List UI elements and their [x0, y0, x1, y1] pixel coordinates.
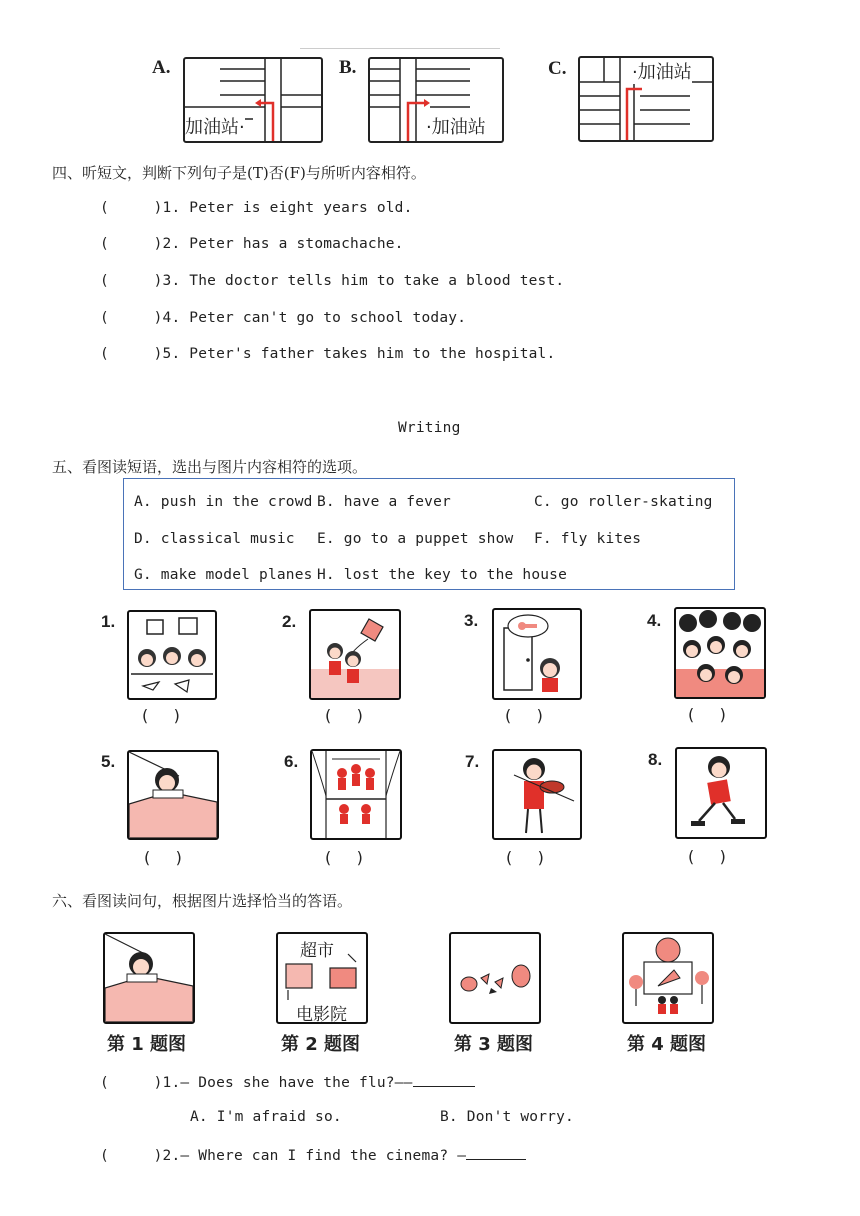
pic-number-4: 4. — [647, 611, 662, 630]
s4-item-5: ( )5. Peter's father takes him to the hospital. — [100, 346, 556, 362]
section5-heading: 五、看图读短语，选出与图片内容相符的选项。 — [52, 458, 368, 476]
section6-heading: 六、看图读问句，根据图片选择恰当的答语。 — [52, 892, 353, 910]
answer-bracket-5[interactable]: ( ) — [144, 848, 182, 867]
s6-question-2-text: ( )2.— Where can I find the cinema? — — [100, 1148, 467, 1164]
supermarket-label: 超市 — [300, 941, 334, 961]
lost-key-icon — [494, 610, 580, 698]
pic-2-fly-kites — [309, 609, 401, 700]
pic-1-model-planes — [127, 610, 217, 700]
crowd-icon — [676, 609, 764, 697]
answer-bracket-7[interactable]: ( ) — [506, 848, 544, 867]
pic-6-puppet-show — [310, 749, 402, 840]
pic-number-7: 7. — [465, 752, 480, 771]
option-g: G. make model planes — [134, 567, 313, 583]
s6-answer-blank-1[interactable] — [413, 1072, 475, 1087]
s6-pic-2 — [276, 932, 368, 1024]
violin-player-icon — [494, 751, 580, 838]
s6-answer-blank-2[interactable] — [466, 1145, 526, 1160]
roller-skater-icon — [677, 749, 765, 837]
map-b-letter: B. — [339, 57, 357, 78]
s4-item-2: ( )2. Peter has a stomachache. — [100, 236, 404, 252]
option-d: D. classical music — [134, 531, 295, 547]
map-c-station-label: ·加油站 — [632, 58, 692, 84]
pic-number-6: 6. — [284, 752, 299, 771]
s6-pic-1 — [103, 932, 195, 1024]
s6-question-1-text: ( )1.— Does she have the flu?—— — [100, 1075, 413, 1091]
pic-7-classical-music — [492, 749, 582, 840]
writing-title: Writing — [398, 420, 461, 436]
pic-8-roller-skating — [675, 747, 767, 839]
map-b-station-label: ·加油站 — [426, 113, 486, 139]
map-c — [578, 56, 714, 142]
section4-heading: 四、听短文，判断下列句子是(T)否(F)与所听内容相符。 — [52, 164, 426, 182]
pic-3-lost-key — [492, 608, 582, 700]
answer-bracket-8[interactable]: ( ) — [688, 847, 726, 866]
pic-number-5: 5. — [101, 752, 116, 771]
pic-number-2: 2. — [282, 612, 297, 631]
s4-item-4: ( )4. Peter can't go to school today. — [100, 310, 467, 326]
s6-pic-3 — [449, 932, 541, 1024]
option-a: A. push in the crowd — [134, 494, 313, 510]
s6-q1-option-b: B. Don't worry. — [440, 1109, 574, 1125]
sick-in-bed-icon — [129, 752, 217, 838]
answer-bracket-3[interactable]: ( ) — [505, 706, 543, 725]
option-e: E. go to a puppet show — [317, 531, 514, 547]
cinema-label: 电影院 — [296, 1005, 347, 1024]
map-a-letter: A. — [152, 57, 171, 78]
map-a-station-label: 加油站· — [185, 113, 245, 139]
s6-caption-2: 第 2 题图 — [281, 1034, 361, 1055]
broken-vase-icon — [451, 934, 539, 1022]
s6-caption-3: 第 3 题图 — [454, 1034, 534, 1055]
option-h: H. lost the key to the house — [317, 567, 568, 583]
pic-5-fever — [127, 750, 219, 840]
answer-bracket-1[interactable]: ( ) — [142, 706, 180, 725]
answer-bracket-2[interactable]: ( ) — [325, 706, 363, 725]
answer-bracket-4[interactable]: ( ) — [688, 705, 726, 724]
s4-item-1: ( )1. Peter is eight years old. — [100, 200, 413, 216]
s6-caption-4: 第 4 题图 — [627, 1034, 707, 1055]
pic-4-crowd — [674, 607, 766, 699]
pic-number-8: 8. — [648, 750, 663, 769]
space-museum-icon — [624, 934, 712, 1022]
s6-question-2 — [100, 1145, 526, 1164]
top-rule — [300, 48, 500, 49]
kite-icon — [311, 611, 399, 698]
pic-number-1: 1. — [101, 612, 116, 631]
sick-girl-icon — [105, 934, 193, 1022]
options-box — [123, 478, 735, 590]
s4-item-3: ( )3. The doctor tells him to take a blood test. — [100, 273, 565, 289]
map-b — [368, 57, 504, 143]
option-c: C. go roller-skating — [534, 494, 713, 510]
option-b: B. have a fever — [317, 494, 451, 510]
s6-question-1 — [100, 1072, 475, 1091]
children-making-planes-icon — [129, 612, 215, 698]
map-c-letter: C. — [548, 58, 567, 79]
s6-caption-1: 第 1 题图 — [107, 1034, 187, 1055]
puppet-show-icon — [312, 751, 400, 838]
answer-bracket-6[interactable]: ( ) — [325, 848, 363, 867]
pic-number-3: 3. — [464, 611, 479, 630]
option-f: F. fly kites — [534, 531, 642, 547]
s6-q1-option-a: A. I'm afraid so. — [190, 1109, 342, 1125]
map-a — [183, 57, 323, 143]
s6-pic-4 — [622, 932, 714, 1024]
